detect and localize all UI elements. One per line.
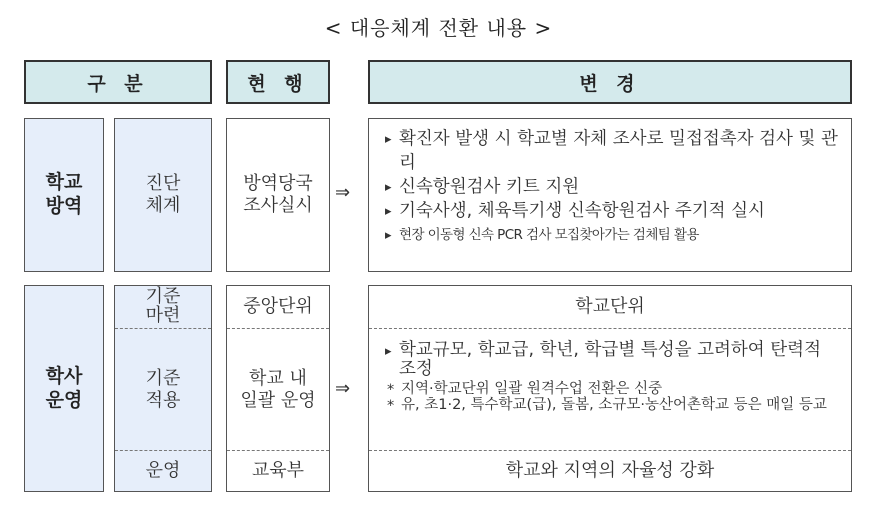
academic-change-column — [368, 285, 852, 492]
right-arrow-icon: ⇒ — [335, 182, 351, 203]
current-central: 중앙단위 — [243, 296, 313, 318]
change-item: ▸ 확진자 발생 시 학교별 자체 조사로 밀접접촉자 검사 및 관리 — [383, 127, 841, 175]
current-school-batch: 학교 내 일괄 운영 — [227, 328, 329, 450]
criteria-setup-label: 기준 마련 — [145, 286, 181, 326]
academic-sub-column — [114, 285, 212, 492]
change-flexible-adjustment — [369, 328, 851, 450]
academic-operation-label: 학사 운영 — [24, 285, 104, 492]
diagnosis-system-label: 진단 체계 — [114, 118, 212, 272]
criteria-apply-label: 기준 적용 — [115, 328, 211, 450]
change-item: ▸ 신속항원검사 키트 지원 — [383, 175, 841, 199]
change-item: ▸ 현장 이동형 신속 PCR 검사 모집찾아가는 검체팀 활용 — [383, 223, 841, 247]
school-quarantine-label: 학교 방역 — [24, 118, 104, 272]
header-category: 구 분 — [24, 60, 212, 104]
school-quarantine-changes — [368, 118, 852, 272]
table-title: < 대응체계 전환 내용 > — [324, 16, 553, 40]
change-note: * 지역·학교단위 일괄 원격수업 전환은 신중 — [383, 381, 841, 397]
change-item: ▸ 학교규모, 학교급, 학년, 학급별 특성을 고려하여 탄력적 조정 — [383, 341, 841, 379]
school-quarantine-current: 방역당국 조사실시 — [226, 118, 330, 272]
current-ministry: 교육부 — [227, 450, 329, 491]
header-current: 현 행 — [226, 60, 330, 104]
header-change: 변 경 — [368, 60, 852, 104]
academic-current-column — [226, 285, 330, 492]
change-autonomy: 학교와 지역의 자율성 강화 — [369, 450, 851, 491]
change-note: * 유, 초1·2, 특수학교(급), 돌봄, 소규모·농산어촌학교 등은 매일 등교 — [383, 397, 841, 413]
operation-label: 운영 — [115, 450, 211, 491]
change-school-unit: 학교단위 — [575, 296, 645, 318]
change-item: ▸ 기숙사생, 체육특기생 신속항원검사 주기적 실시 — [383, 199, 841, 223]
right-arrow-icon: ⇒ — [335, 378, 351, 399]
